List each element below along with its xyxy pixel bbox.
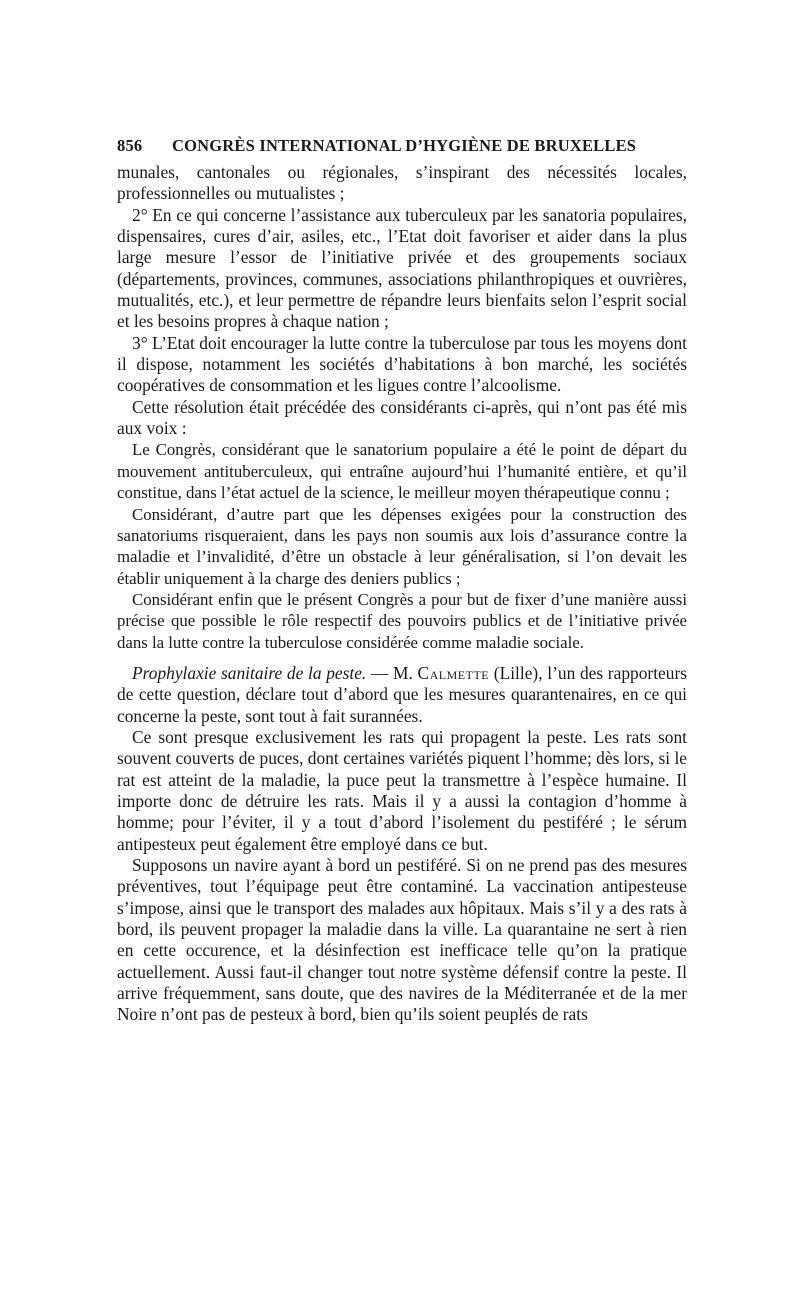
resolution-paragraph: Considérant, d’autre part que les dépenses exigées pour la construction des sanatoriums risqueraient, dans les pays non soumis aux lois d’assurance contre la maladie et l’invalidité, d’être un obstacle à leur généralisation, si l’on devait les établir uniquement à la charge des deniers publics ; [117,504,687,588]
page-number: 856 [117,136,143,155]
section-dash: — M. [366,662,418,683]
running-title: CONGRÈS INTERNATIONAL D’HYGIÈNE DE BRUXELLES [172,136,637,155]
paragraph: 2° En ce qui concerne l’assistance aux tuberculeux par les sanatoria populaires, dispensaires, cures d’air, asiles, etc., l’Etat doit favoriser et aider dans la plus large mesure l’essor de l’initiative privée et des groupements sociaux (départements, provinces, communes, associations philanthropiques et ouvrières, mutualités, etc.), et leur permettre de répandre leurs bienfaits selon l’esprit social et les besoins propres à chaque nation ; [117,204,687,332]
resolution-paragraph: Considérant enfin que le présent Congrès a pour but de fixer d’une manière aussi précise que possible le rôle respectif des pouvoirs publics et de l’initiative privée dans la lutte contre la tuberculose considérée comme maladie sociale. [117,589,687,652]
paragraph: Cette résolution était précédée des considérants ci-après, qui n’ont pas été mis aux voix : [117,396,687,439]
paragraph: Ce sont presque exclusivement les rats qui propagent la peste. Les rats sont souvent couverts de puces, dont certaines variétés piquent l’homme; dès lors, si le rat est atteint de la maladie, la puce peut la transmettre à l’espèce humaine. Il importe donc de détruire les rats. Mais il y a aussi la contagion d’homme à homme; pour l’éviter, il y a tout d’abord l’isolement du pestiféré ; le sérum antipesteux peut également être employé dans ce but. [117,726,687,854]
book-page [117,136,687,1026]
paragraph: 3° L’Etat doit encourager la lutte contre la tuberculose par tous les moyens dont il dispose, notamment les sociétés d’habitations à bon marché, les sociétés coopératives de consommation et les ligues contre l’alcoolisme. [117,332,687,396]
resolution-paragraph: Le Congrès, considérant que le sanatorium populaire a été le point de départ du mouvement antituberculeux, qui entraîne aujourd’hui l’humanité entière, et qu’il constitue, dans l’état actuel de la science, le meilleur moyen thérapeutique connu ; [117,440,687,503]
body-text [117,162,687,1026]
paragraph: munales, cantonales ou régionales, s’inspirant des nécessités locales, professionnelles ou mutualistes ; [117,162,687,204]
running-head [117,136,687,162]
section-lead-paragraph [117,663,687,727]
paragraph: Supposons un navire ayant à bord un pestiféré. Si on ne prend pas des mesures préventives, tout l’équipage peut être contaminé. La vaccination antipesteuse s’impose, ainsi que le transport des malades aux hôpitaux. Mais s’il y a des rats à bord, ils peuvent propager la maladie dans la ville. La quarantaine ne sert à rien en cette occurence, et la désinfection est inefficace telle qu’on la pratique actuellement. Aussi faut-il changer tout notre système défensif contre la peste. Il arrive fréquemment, sans doute, que des navires de la Méditerranée et de la mer Noire n’ont pas de pesteux à bord, bien qu’ils soient peuplés de rats [117,855,687,1025]
speaker-name: Calmette [417,662,490,683]
section-lead-text: (Lille), l’un des rapporteurs de cette question, déclare tout d’abord que les mesures quarantenaires, en ce qui concerne la peste, sont tout à fait surannées. [117,662,687,726]
section-title: Prophylaxie sanitaire de la peste. [132,662,367,683]
